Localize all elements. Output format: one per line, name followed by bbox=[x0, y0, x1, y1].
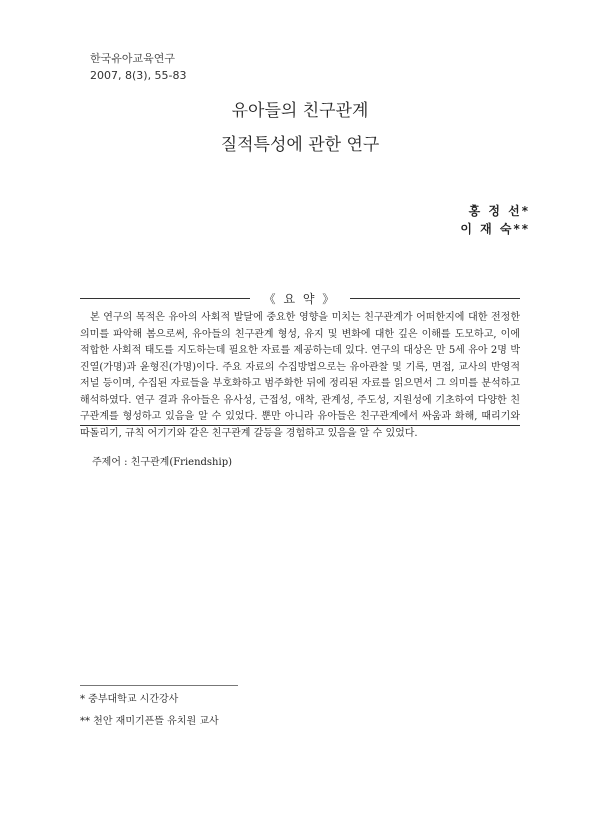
journal-citation: 2007, 8(3), 55-83 bbox=[90, 69, 187, 82]
footnote-rule bbox=[80, 685, 238, 686]
footnote-2: ** 천안 재미기픈뜰 유치원 교사 bbox=[80, 716, 219, 727]
paper-title-line2: 질적특성에 관한 연구 bbox=[220, 135, 380, 155]
journal-info bbox=[90, 50, 187, 84]
abstract-bottom-rule bbox=[80, 425, 520, 426]
abstract-heading bbox=[80, 290, 520, 306]
abstract-heading-rule-right bbox=[350, 298, 520, 299]
journal-name: 한국유아교육연구 bbox=[90, 52, 176, 65]
keywords: 주제어 : 친구관계(Friendship) bbox=[92, 457, 232, 468]
footnote-1: * 중부대학교 시간강사 bbox=[80, 694, 179, 705]
author-list bbox=[460, 202, 530, 238]
abstract-heading-label: 《 요 약 》 bbox=[263, 292, 337, 306]
author-2: 이 재 숙** bbox=[460, 222, 530, 236]
author-1: 홍 정 선* bbox=[468, 204, 530, 218]
abstract-text: 본 연구의 목적은 유아의 사회적 발달에 중요한 영향을 미치는 친구관계가 어떠한지에 대한 전정한 의미를 파악해 봄으로써, 유아들의 친구관계 형성, 유지 및 변화에 대한 깊은 이해를 도모하고, 이에 적합한 사회적 태도를 지도하는데 필요한 자료를 제공하는데 있다. 연구의 대상은 만 5세 유아 2명 박진열(가명)과 윤형진(가명)이다. 주요 자료의 수집방법으로는 유아관찰 및 기록, 면접, 교사의 반영적 저널 등이며, 수집된 자료들을 부호화하고 범주화한 뒤에 정리된 자료를 읽으면서 그 의미를 분석하고 해석하였다. 연구 결과 유아들은 유사성, 근접성, 애착, 관계성, 주도성, 지원성에 기초하여 다양한 친구관계를 형성하고 있음을 알 수 있었다. 뿐만 아니라 유아들은 친구관계에서 싸움과 화해, 때리기와 따돌리기, 규칙 어기기와 같은 친구관계 갈등을 경험하고 있음을 알 수 있었다. bbox=[80, 312, 520, 439]
paper-title-line1: 유아들의 친구관계 bbox=[231, 101, 369, 121]
